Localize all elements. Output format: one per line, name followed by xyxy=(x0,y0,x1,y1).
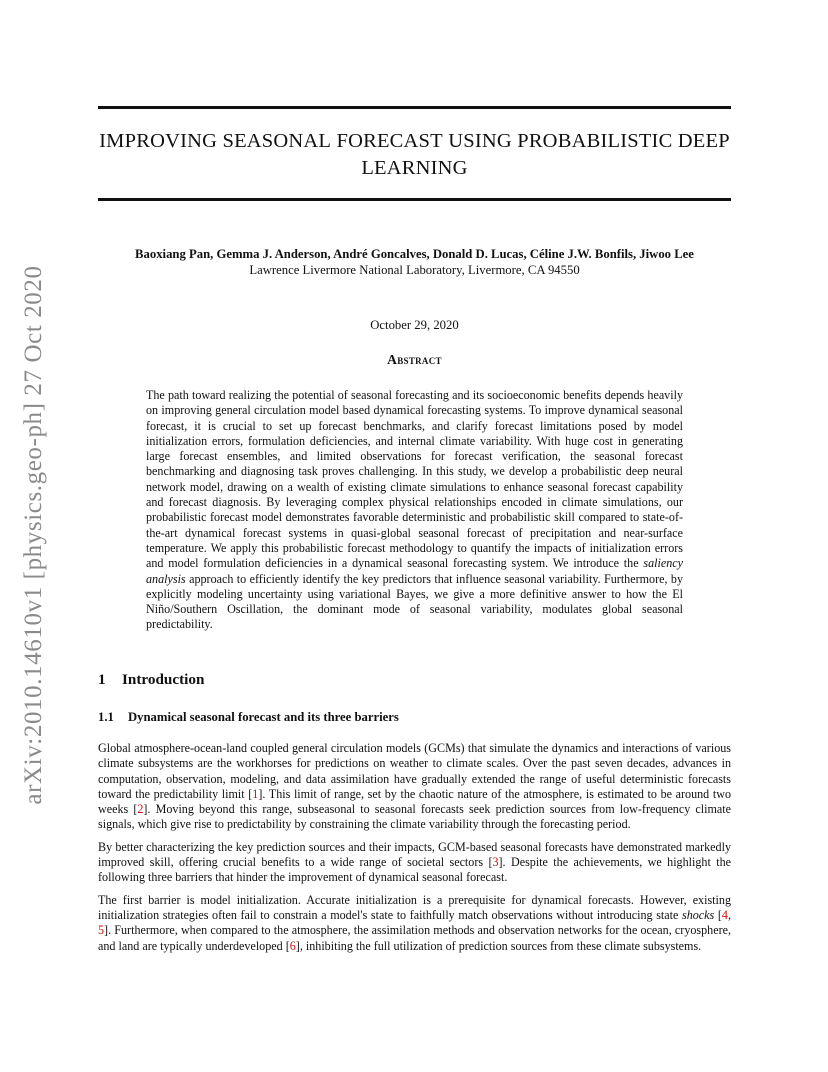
affiliation: Lawrence Livermore National Laboratory, Livermore, CA 94550 xyxy=(249,263,580,277)
title-line-2 xyxy=(98,155,731,182)
paragraph: The first barrier is model initialization. Accurate initialization is a prerequisite for dynamical forecasts. However, existing initialization strategies often fail to constrain a model's state to faithfully match observations without introducing state shocks [4, 5]. Furthermore, when compared to the atmosphere, the assimilation methods and observation networks for the ocean, cryosphere, and land are typically underdeveloped [6], inhibiting the full utilization of prediction sources from these climate subsystems. xyxy=(98,892,731,953)
title-rule-bottom xyxy=(98,198,731,201)
arxiv-identifier: arXiv:2010.14610v1 [physics.geo-ph] 27 Oct 2020 xyxy=(20,265,47,805)
citation-link[interactable]: 4 xyxy=(721,907,728,922)
citation-link[interactable]: 5 xyxy=(98,923,105,938)
title-rule-top xyxy=(98,106,731,109)
title-word: LEARNING xyxy=(361,157,468,179)
author-list: Baoxiang Pan, Gemma J. Anderson, André Goncalves, Donald D. Lucas, Céline J.W. Bonfils, Jiwoo Lee xyxy=(135,247,694,261)
citation-link[interactable]: 6 xyxy=(289,938,296,953)
paragraph: By better characterizing the key prediction sources and their impacts, GCM-based seasonal forecasts have demonstrated markedly improved skill, offering crucial benefits to a wide range of societal sectors [3]. Despite the achievements, we highlight the following three barriers that hinder the improvement of dynamical seasonal forecast. xyxy=(98,839,731,885)
title-line-1 xyxy=(98,128,731,155)
title-word: PROBABILISTIC xyxy=(517,130,673,152)
intro-body xyxy=(98,741,731,961)
paragraph: Global atmosphere-ocean-land coupled general circulation models (GCMs) that simulate the dynamics and interactions of various climate subsystems are the workhorses for predictions on weather to climate scales. Over the past seven decades, advances in computation, observation, modeling, and data assimilation have gradually extended the range of useful deterministic forecasts toward the predictability limit [1]. This limit of range, set by the chaotic nature of the atmosphere, is estimated to be around two weeks [2]. Moving beyond this range, subseasonal to seasonal forecasts seek prediction sources from low-frequency climate signals, which give rise to predictability by constraining the climate variability through the forecasting period. xyxy=(98,741,731,832)
title-word: FORECAST xyxy=(336,130,443,152)
abstract-body: The path toward realizing the potential of seasonal forecasting and its socioeconomic benefits depends heavily on improving general circulation model based dynamical forecasting systems. To improve dynamical seasonal forecast, it is crucial to set up forecast benchmarks, and clarify forecast limitations posed by model initialization errors, formulation deficiencies, and internal climate variability. With huge cost in generating large forecast ensembles, and limited observations for forecast verification, the seasonal forecast benchmarking and diagnosing task proves challenging. In this study, we develop a probabilistic deep neural network model, drawing on a wealth of existing climate simulations to enhance seasonal forecast capability and forecast diagnosis. By leveraging complex physical relationships encoded in climate simulations, our probabilistic forecast model demonstrates favorable deterministic and probabilistic skill compared to state-of-the-art dynamical forecast systems in quasi-global seasonal forecast of precipitation and near-surface temperature. We apply this probabilistic forecast methodology to quantify the impacts of initialization errors and model formulation deficiencies in a dynamical seasonal forecasting system. We introduce the saliency analysis approach to efficiently identify the key predictors that influence seasonal variability. Furthermore, by explicitly modeling uncertainty using variational Bayes, we give a more definitive answer to how the El Niño/Southern Oscillation, the dominant mode of seasonal variability, modulates global seasonal predictability. xyxy=(146,388,684,632)
citation-link[interactable]: 2 xyxy=(137,802,144,817)
citation-link[interactable]: 1 xyxy=(252,786,259,801)
title-word: IMPROVING xyxy=(99,130,218,152)
paper-title xyxy=(98,128,731,182)
citation-link[interactable]: 3 xyxy=(492,855,499,870)
publication-date: October 29, 2020 xyxy=(370,318,459,332)
title-word: DEEP xyxy=(677,130,730,152)
subsection-heading: 1.1 Dynamical seasonal forecast and its three barriers xyxy=(98,710,399,724)
section-heading: 1 Introduction xyxy=(98,671,205,688)
abstract-heading: Abstract xyxy=(387,352,442,367)
title-word: SEASONAL xyxy=(222,130,332,152)
title-word: USING xyxy=(448,130,512,152)
